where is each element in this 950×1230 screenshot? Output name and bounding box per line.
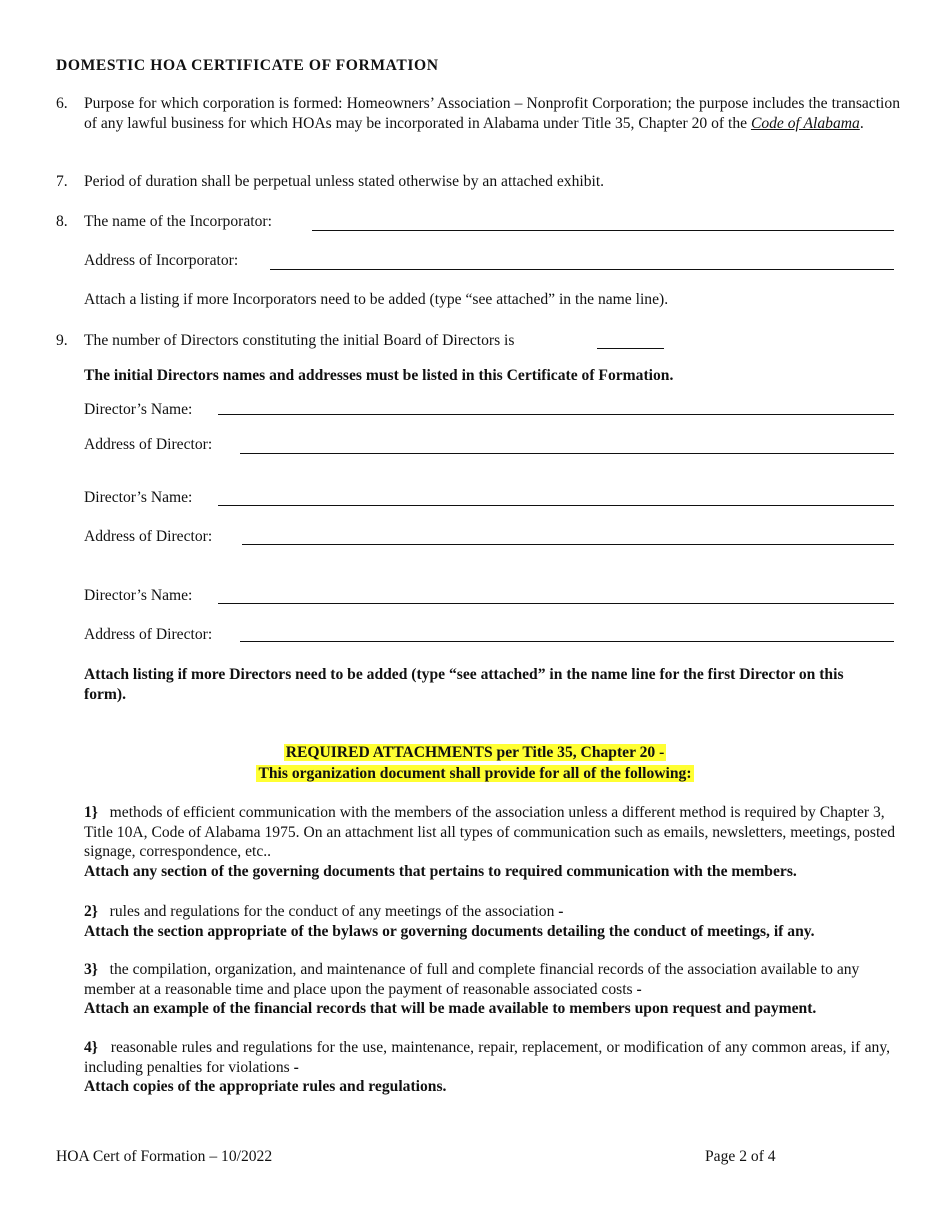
- entry-2-text: rules and regulations for the conduct of any meetings of the association: [109, 903, 555, 920]
- entry-3-dash: -: [636, 980, 642, 998]
- entry-4-number: 4}: [84, 1039, 98, 1056]
- item-6-text: [84, 94, 900, 133]
- directors-required-note: The initial Directors names and addresses must be listed in this Certificate of Formation.: [84, 367, 674, 384]
- director-3-address-label: Address of Director:: [84, 626, 213, 643]
- incorporator-note: Attach a listing if more Incorporators need to be added (type “see attached” in the name line).: [84, 291, 669, 308]
- director-1-name-label: Director’s Name:: [84, 401, 193, 418]
- director-2-address-label: Address of Director:: [84, 528, 213, 545]
- entry-3-text: the compilation, organization, and maintenance of full and complete financial records of the association available to any member at a reasonable time and place upon the payment of reasonable associated costs: [84, 961, 860, 998]
- item-6-number: 6.: [56, 95, 68, 112]
- required-heading-line-2: This organization document shall provide for all of the following:: [258, 765, 692, 782]
- entry-1-text: methods of efficient communication with the members of the association unless a different method is required by Chapter 3, Title 10A, Code of Alabama 1975. On an attachment list all types of communication such as emails, newsletters, meetings, posted signage, correspondence, etc..: [84, 804, 896, 860]
- incorporator-address-field[interactable]: [270, 269, 894, 270]
- incorporator-name-label: The name of the Incorporator:: [84, 213, 272, 230]
- required-entry-2: [84, 902, 896, 941]
- entry-3-number: 3}: [84, 961, 98, 978]
- item-7-text: Period of duration shall be perpetual unless stated otherwise by an attached exhibit.: [84, 173, 605, 190]
- item-6-body: Purpose for which corporation is formed: Homeowners’ Association – Nonprofit Corporation; the purpose includes the transaction of any lawful business for which HOAs may be incorporated in Alabama under Title 35, Chapter 20 of the: [84, 95, 900, 132]
- footer-page-number: Page 2 of 4: [705, 1148, 776, 1165]
- director-2-name-label: Director’s Name:: [84, 489, 193, 506]
- required-attachments-subheading: [0, 764, 950, 784]
- item-8-number: 8.: [56, 213, 68, 230]
- director-1-address-field[interactable]: [240, 453, 894, 454]
- item-7-number: 7.: [56, 173, 68, 190]
- item-6-end: .: [859, 114, 864, 132]
- director-1-name-field[interactable]: [218, 414, 894, 415]
- entry-3-attach: Attach an example of the financial records that will be made available to members upon request and payment.: [84, 1000, 817, 1017]
- code-of-alabama-ref: Code of Alabama: [750, 114, 860, 132]
- required-heading-line-1: REQUIRED ATTACHMENTS per Title 35, Chapter 20 -: [285, 744, 665, 761]
- entry-4-attach: Attach copies of the appropriate rules and regulations.: [84, 1078, 447, 1095]
- entry-4-text: reasonable rules and regulations for the use, maintenance, repair, replacement, or modification of any common areas, if any, including penalties for violations: [84, 1039, 890, 1076]
- entry-4-dash: -: [293, 1058, 299, 1076]
- item-9-number: 9.: [56, 332, 68, 349]
- item-9-text: The number of Directors constituting the initial Board of Directors is: [84, 332, 515, 349]
- incorporator-name-field[interactable]: [312, 230, 894, 231]
- director-2-name-field[interactable]: [218, 505, 894, 506]
- entry-2-attach: Attach the section appropriate of the bylaws or governing documents detailing the conduct of meetings, if any.: [84, 922, 815, 940]
- directors-attach-note: Attach listing if more Directors need to be added (type “see attached” in the name line for the first Director on this form).: [84, 666, 844, 703]
- required-attachments-heading: [0, 743, 950, 763]
- required-entry-1: [84, 803, 896, 881]
- entry-1-number: 1}: [84, 804, 98, 821]
- required-entry-4: [84, 1038, 890, 1097]
- required-entry-3: [84, 960, 896, 1019]
- entry-1-attach: Attach any section of the governing documents that pertains to required communication with the members.: [84, 862, 797, 880]
- director-3-name-label: Director’s Name:: [84, 587, 193, 604]
- director-count-field[interactable]: [597, 348, 664, 349]
- page-title: DOMESTIC HOA CERTIFICATE OF FORMATION: [56, 57, 439, 74]
- director-3-name-field[interactable]: [218, 603, 894, 604]
- entry-2-dash: -: [558, 903, 564, 920]
- footer-form-id: HOA Cert of Formation – 10/2022: [56, 1148, 273, 1165]
- incorporator-address-label: Address of Incorporator:: [84, 252, 239, 269]
- director-1-address-label: Address of Director:: [84, 436, 213, 453]
- director-3-address-field[interactable]: [240, 641, 894, 642]
- entry-2-number: 2}: [84, 903, 98, 920]
- director-2-address-field[interactable]: [242, 544, 894, 545]
